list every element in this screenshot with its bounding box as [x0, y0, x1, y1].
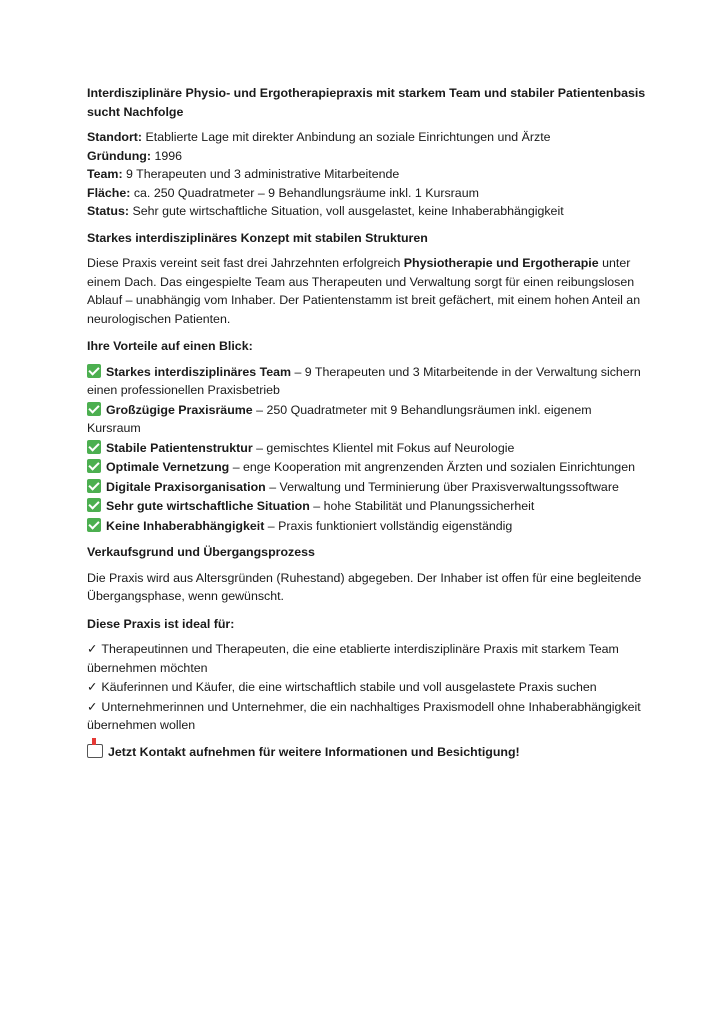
benefits-list: [87, 363, 647, 536]
list-item: Stabile Patientenstruktur – gemischtes Klientel mit Fokus auf Neurologie: [87, 439, 647, 458]
list-item: Keine Inhaberabhängigkeit – Praxis funktioniert vollständig eigenständig: [87, 517, 647, 536]
fact-area: Fläche: ca. 250 Quadratmeter – 9 Behandlungsräume inkl. 1 Kursraum: [87, 185, 479, 200]
reason-paragraph: Die Praxis wird aus Altersgründen (Ruhestand) abgegeben. Der Inhaber ist offen für eine begleitende Übergangsphase, wenn gewünscht.: [87, 570, 642, 603]
list-item: ✓ Käuferinnen und Käufer, die eine wirtschaftlich stabile und voll ausgelastete Praxis suchen: [87, 680, 597, 694]
fact-founding: Gründung: 1996: [87, 148, 183, 163]
benefits-heading: Ihre Vorteile auf einen Blick:: [87, 339, 253, 353]
concept-paragraph: Diese Praxis vereint seit fast drei Jahrzehnten erfolgreich Physiotherapie und Ergotherapie unter einem Dach. Das eingespielte Team aus Therapeuten und Verwaltung sorgt für einen reibungslosen Ablauf – unabhängig vom Inhaber. Der Patientenstamm ist breit gefächert, mit einem hohen Anteil an neurologischen Patienten.: [87, 256, 641, 326]
check-mark-icon: [87, 364, 101, 378]
list-item: Großzügige Praxisräume – 250 Quadratmeter mit 9 Behandlungsräumen inkl. eigenem Kursraum: [87, 402, 592, 435]
list-item: ✓ Unternehmerinnen und Unternehmer, die ein nachhaltiges Praxismodell ohne Inhaberabhängigkeit übernehmen wollen: [87, 699, 641, 732]
tick-icon: ✓: [87, 642, 98, 656]
page-title: Interdisziplinäre Physio- und Ergotherapiepraxis mit starkem Team und stabiler Patientenbasis sucht Nachfolge: [87, 86, 646, 119]
list-item: Optimale Vernetzung – enge Kooperation mit angrenzenden Ärzten und sozialen Einrichtungen: [87, 458, 647, 477]
check-mark-icon: [87, 518, 101, 532]
ideal-list: [87, 640, 647, 735]
tick-icon: ✓: [87, 680, 98, 694]
check-mark-icon: [87, 459, 101, 473]
document-page: [87, 84, 647, 761]
fact-team: Team: 9 Therapeuten und 3 administrative Mitarbeitende: [87, 167, 400, 181]
list-item: Sehr gute wirtschaftliche Situation – hohe Stabilität und Planungssicherheit: [87, 497, 647, 516]
check-mark-icon: [87, 440, 101, 454]
ideal-heading: Diese Praxis ist ideal für:: [87, 616, 235, 631]
list-item: Starkes interdisziplinäres Team – 9 Therapeuten und 3 Mitarbeitende in der Verwaltung sichern einen professionellen Praxisbetrieb: [87, 364, 641, 397]
check-mark-icon: [87, 479, 101, 493]
reason-heading: Verkaufsgrund und Übergangsprozess: [87, 545, 315, 559]
fact-location: Standort: Etablierte Lage mit direkter Anbindung an soziale Einrichtungen und Ärzte: [87, 130, 551, 144]
concept-heading: Starkes interdisziplinäres Konzept mit stabilen Strukturen: [87, 230, 428, 245]
check-mark-icon: [87, 402, 101, 416]
list-item: ✓ Therapeutinnen und Therapeuten, die eine etablierte interdisziplinäre Praxis mit starkem Team übernehmen möchten: [87, 642, 619, 675]
list-item: Digitale Praxisorganisation – Verwaltung und Terminierung über Praxisverwaltungssoftware: [87, 478, 647, 497]
tick-icon: ✓: [87, 699, 98, 714]
contact-call-to-action: Jetzt Kontakt aufnehmen für weitere Informationen und Besichtigung!: [87, 743, 647, 762]
fact-status: Status: Sehr gute wirtschaftliche Situation, voll ausgelastet, keine Inhaberabhängigkeit: [87, 204, 564, 218]
facts-list: [87, 128, 647, 221]
inbox-tray-icon: [87, 744, 103, 758]
check-mark-icon: [87, 498, 101, 512]
